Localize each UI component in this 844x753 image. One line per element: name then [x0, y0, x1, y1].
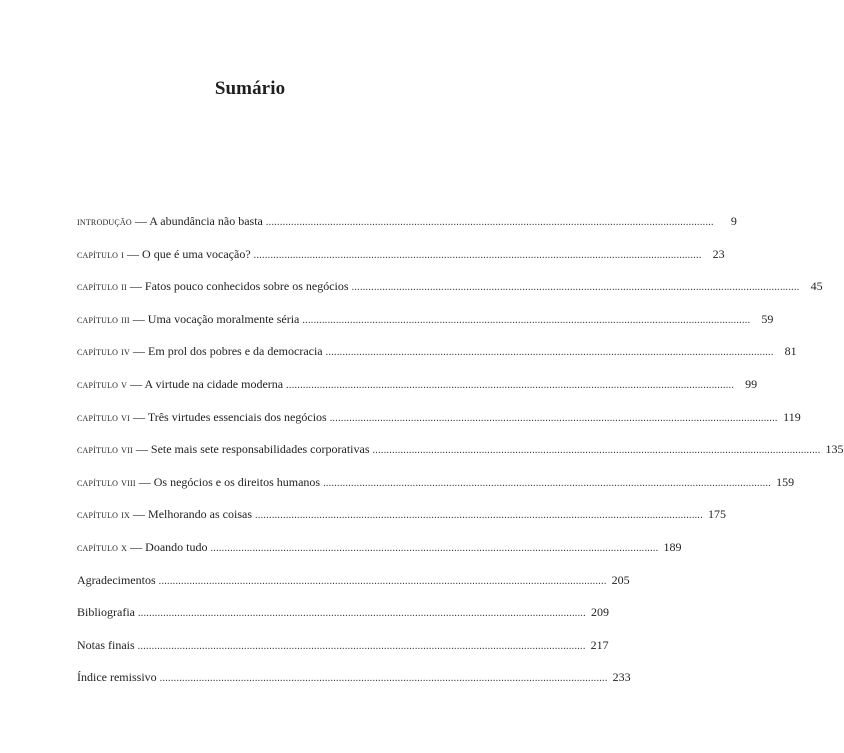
- toc-dot-leader: ................................................................................................................................................................: [255, 510, 704, 522]
- toc-entry-prefix: capítulo viii: [77, 476, 136, 489]
- toc-entry-separator: —: [129, 311, 148, 326]
- toc-page-number: 175: [708, 507, 727, 522]
- toc-entry: [77, 442, 844, 475]
- toc-entry-label: [77, 475, 320, 491]
- toc-page-number: 205: [611, 572, 630, 587]
- toc-entry: [77, 279, 823, 312]
- toc-entry-label: [77, 279, 349, 295]
- toc-dot-leader: ................................................................................................................................................................: [159, 673, 608, 685]
- toc-entry: [77, 670, 631, 703]
- toc-dot-leader: ................................................................................................................................................................: [351, 282, 800, 294]
- toc-entry-separator: —: [124, 246, 143, 261]
- toc-entry-prefix: capítulo ii: [77, 281, 127, 294]
- toc-entry-text: Fatos pouco conhecidos sobre os negócios: [144, 279, 349, 294]
- page-title: Sumário: [214, 78, 286, 99]
- toc-entry-text: A virtude na cidade moderna: [144, 376, 284, 391]
- toc-entry: [77, 572, 630, 606]
- toc-dot-leader: ................................................................................................................................................................: [372, 445, 821, 457]
- toc-entry-label: [77, 442, 370, 458]
- toc-entry-prefix: capítulo iv: [77, 346, 131, 359]
- toc-entry: [77, 474, 795, 508]
- toc-entry: [77, 214, 737, 247]
- toc-entry-label: [77, 540, 207, 556]
- toc-entry: [77, 409, 801, 443]
- toc-entry-separator: —: [130, 344, 149, 359]
- toc-entry: [77, 539, 682, 573]
- toc-page-number: 159: [776, 474, 795, 489]
- toc-entry-prefix: capítulo vi: [77, 411, 131, 424]
- toc-dot-leader: ................................................................................................................................................................: [329, 412, 778, 424]
- toc-entry-text: Em prol dos pobres e da democracia: [148, 344, 323, 359]
- toc-entry-text: O que é uma vocação?: [142, 246, 251, 261]
- toc-entry: [77, 637, 609, 671]
- toc-entry: [77, 605, 609, 638]
- toc-entry-prefix: capítulo v: [77, 378, 128, 391]
- toc-page-number: 81: [784, 344, 797, 359]
- table-of-contents: [77, 214, 844, 703]
- toc-entry-label: [77, 638, 135, 654]
- toc-entry-label: [77, 605, 135, 621]
- toc-entry-prefix: capítulo i: [77, 248, 125, 261]
- toc-page-number: 99: [745, 376, 758, 391]
- toc-entry-prefix: capítulo iii: [77, 313, 130, 326]
- toc-dot-leader: ................................................................................................................................................................: [158, 575, 607, 587]
- toc-entry-label: [77, 377, 283, 393]
- toc-entry-prefix: introdução: [77, 216, 132, 228]
- toc-entry-separator: —: [132, 442, 151, 457]
- toc-entry-prefix: capítulo x: [77, 541, 128, 554]
- toc-entry-label: [77, 573, 156, 589]
- toc-entry-prefix: capítulo vii: [77, 444, 133, 457]
- toc-dot-leader: ................................................................................................................................................................: [302, 314, 751, 326]
- toc-page-number: 217: [590, 637, 609, 652]
- toc-entry-label: [77, 344, 323, 360]
- toc-entry-label: [77, 214, 263, 230]
- toc-dot-leader: ................................................................................................................................................................: [137, 640, 586, 652]
- toc-dot-leader: ................................................................................................................................................................: [265, 217, 714, 228]
- toc-page-number: 9: [730, 214, 737, 228]
- toc-entry-label: [77, 410, 327, 426]
- toc-dot-leader: ................................................................................................................................................................: [286, 379, 735, 391]
- toc-dot-leader: ................................................................................................................................................................: [137, 608, 586, 620]
- toc-entry-text: Notas finais: [77, 637, 135, 652]
- toc-entry: [77, 311, 774, 345]
- toc-entry-text: Uma vocação moralmente séria: [147, 311, 300, 326]
- toc-entry-separator: —: [127, 376, 145, 391]
- toc-entry-separator: —: [135, 474, 154, 489]
- toc-dot-leader: ................................................................................................................................................................: [210, 542, 659, 554]
- toc-entry-label: [77, 247, 251, 263]
- toc-entry-text: Três virtudes essenciais dos negócios: [147, 409, 327, 424]
- toc-dot-leader: ................................................................................................................................................................: [325, 347, 774, 359]
- toc-page-number: 59: [761, 311, 774, 326]
- toc-entry-text: Sete mais sete responsabilidades corporativas: [150, 442, 370, 457]
- toc-page-number: 209: [590, 605, 609, 620]
- toc-entry-prefix: capítulo ix: [77, 509, 131, 522]
- toc-entry-text: A abundância não basta: [149, 214, 263, 228]
- toc-page-number: 189: [663, 539, 682, 554]
- toc-entry-text: Bibliografia: [77, 605, 135, 620]
- toc-entry-label: [77, 312, 299, 328]
- toc-entry-text: Agradecimentos: [77, 572, 156, 587]
- toc-entry-separator: —: [131, 214, 150, 228]
- toc-entry: [77, 246, 725, 280]
- toc-entry-text: Índice remissivo: [77, 670, 157, 685]
- toc-page-number: 23: [712, 246, 725, 261]
- toc-page-number: 45: [810, 279, 823, 294]
- toc-entry-separator: —: [130, 507, 149, 522]
- toc-entry-separator: —: [130, 409, 148, 424]
- toc-page-number: 233: [612, 670, 631, 685]
- toc-entry: [77, 376, 758, 410]
- toc-dot-leader: ................................................................................................................................................................: [323, 477, 772, 489]
- toc-entry: [77, 344, 797, 377]
- toc-entry-label: [77, 670, 157, 686]
- toc-entry-separator: —: [127, 539, 146, 554]
- toc-entry-label: [77, 507, 252, 523]
- toc-entry: [77, 507, 727, 540]
- toc-entry-separator: —: [126, 279, 145, 294]
- toc-entry-text: Melhorando as coisas: [148, 507, 253, 522]
- toc-dot-leader: ................................................................................................................................................................: [253, 249, 702, 261]
- toc-entry-text: Doando tudo: [145, 539, 208, 554]
- toc-entry-text: Os negócios e os direitos humanos: [153, 474, 321, 489]
- toc-page-number: 135: [825, 442, 844, 457]
- toc-page-number: 119: [783, 409, 801, 424]
